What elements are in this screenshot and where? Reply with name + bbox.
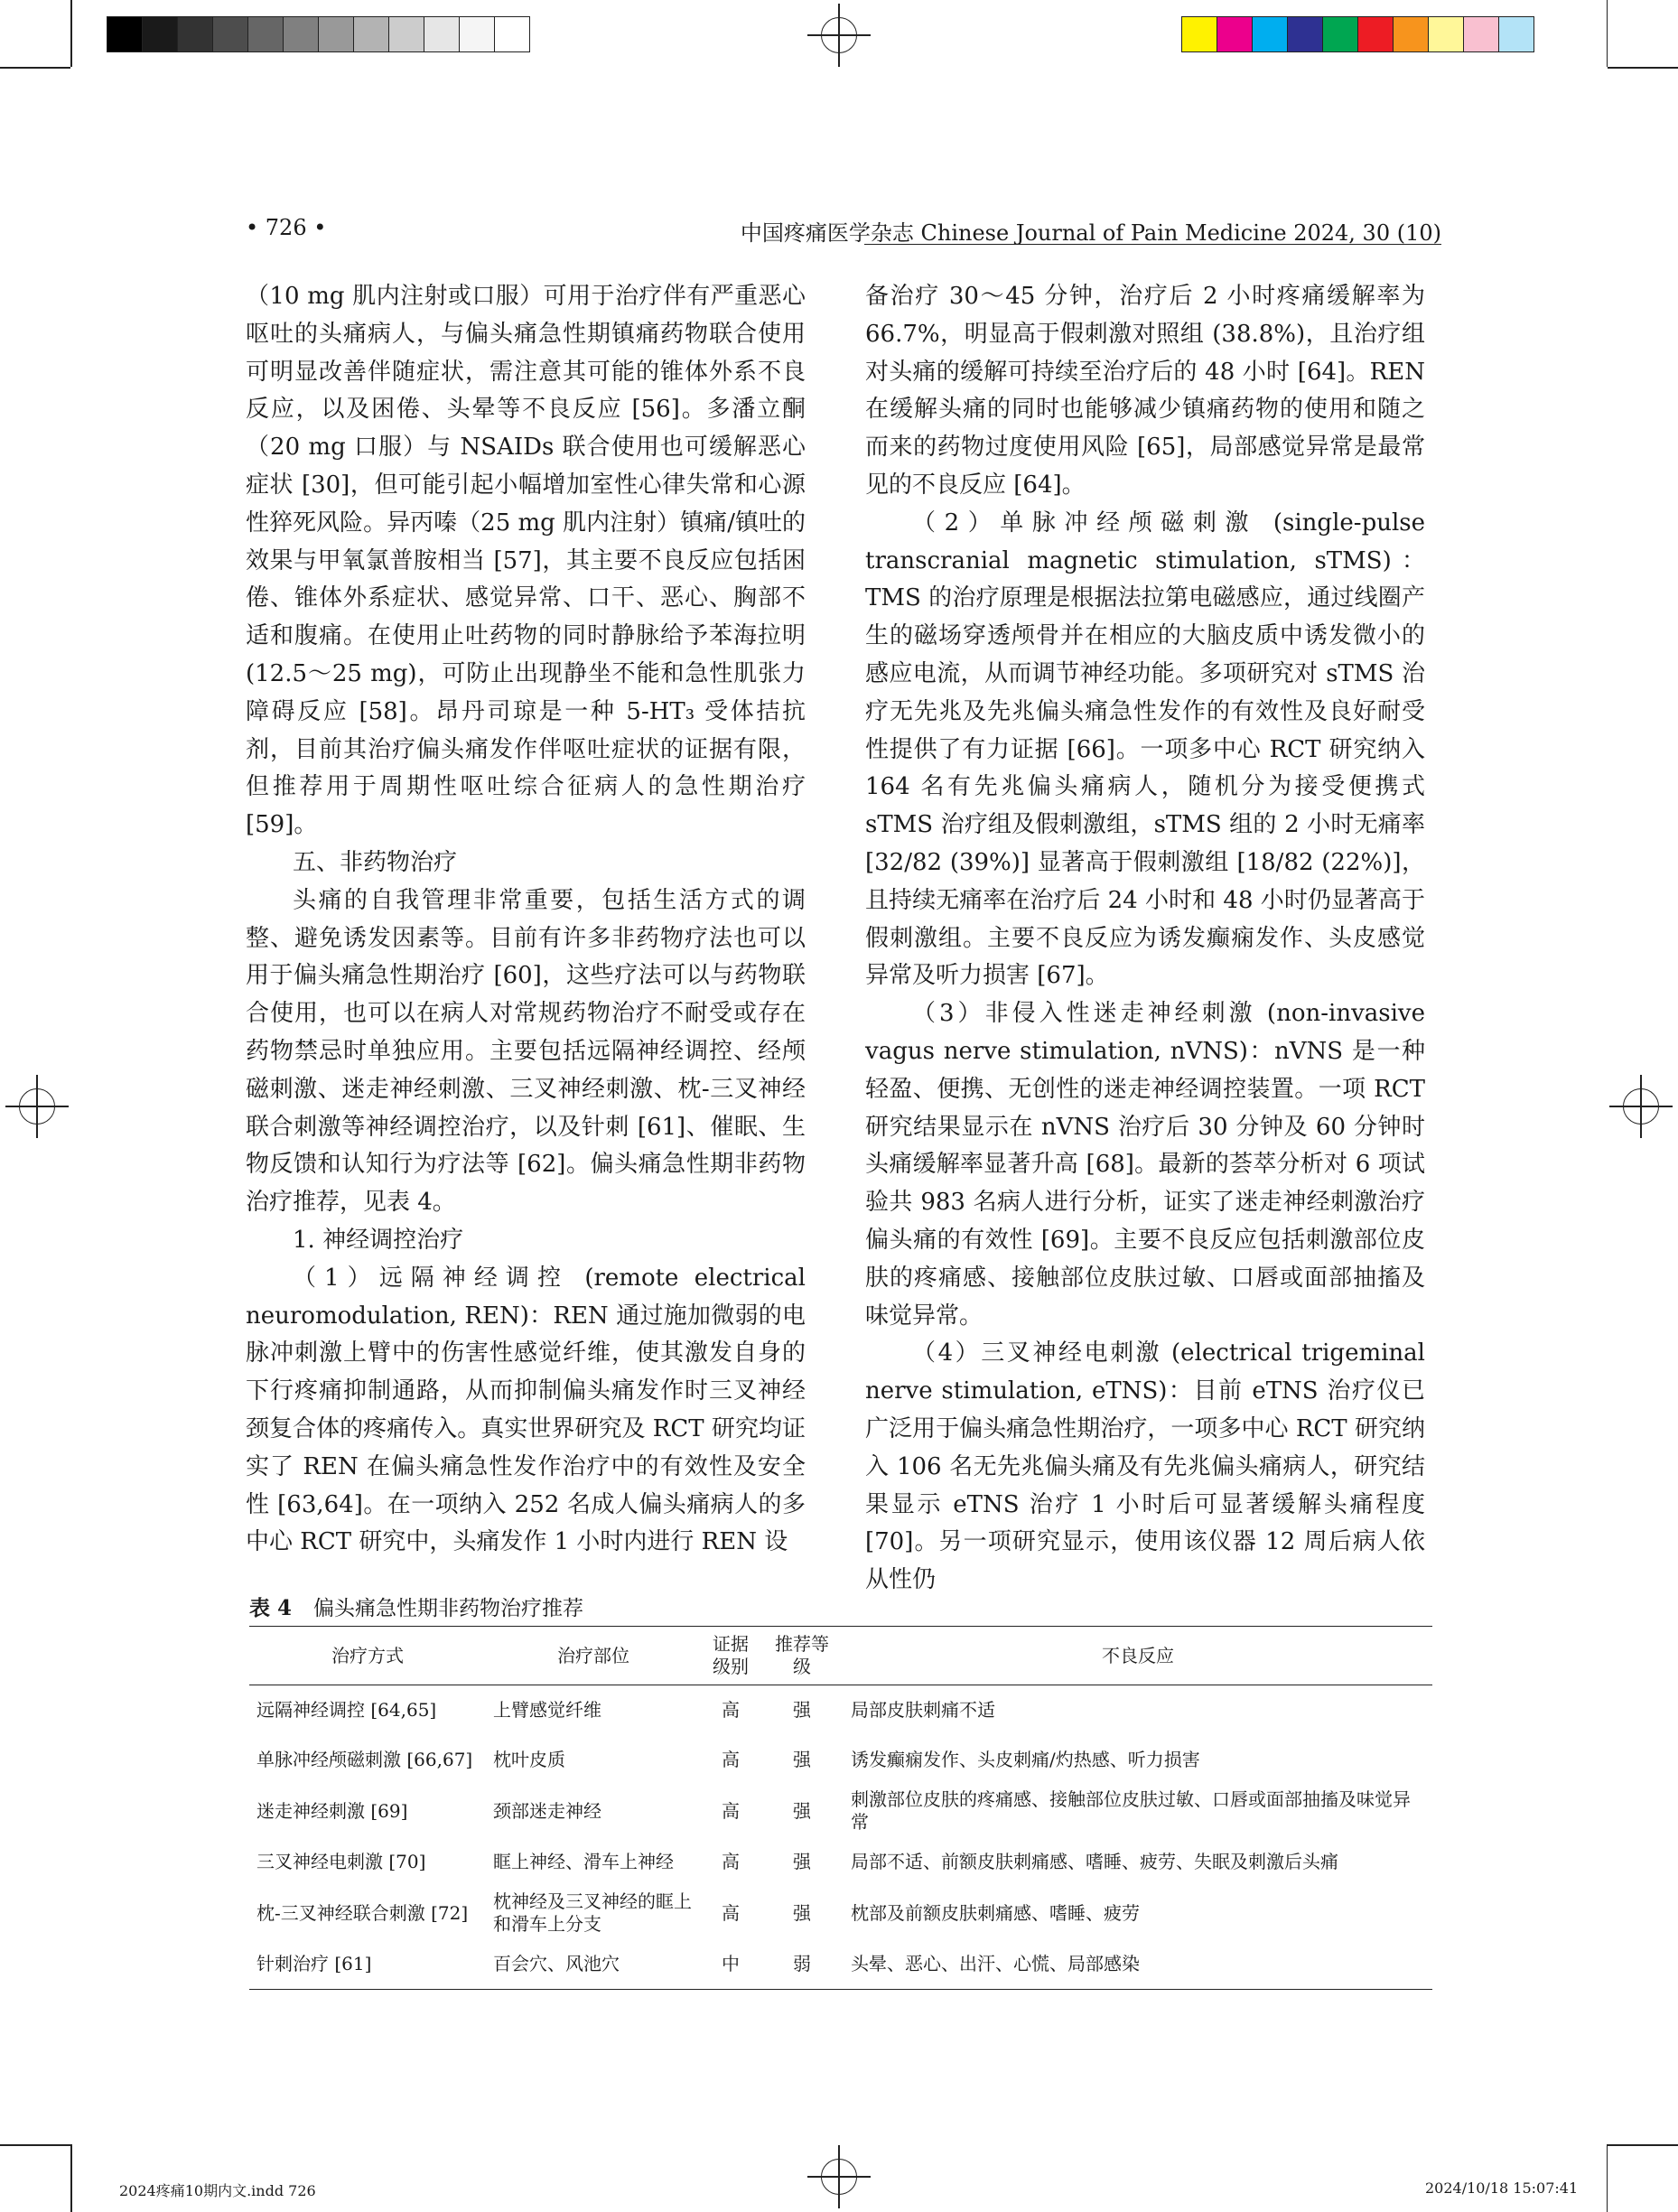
color-swatch — [424, 16, 460, 52]
print-timestamp: 2024/10/18 15:07:41 — [1425, 2179, 1579, 2197]
color-swatch — [494, 16, 530, 52]
table-cell: 上臂感觉纤维 — [493, 1699, 601, 1721]
color-swatch — [1463, 16, 1499, 52]
color-swatch — [1357, 16, 1394, 52]
crop-mark — [1608, 67, 1678, 69]
color-swatch — [1287, 16, 1323, 52]
table-cell: 枕叶皮质 — [493, 1749, 565, 1770]
table-cell: 高 — [722, 1749, 740, 1770]
table-cell: 强 — [793, 1799, 811, 1822]
color-swatch — [212, 16, 248, 52]
crop-mark — [1607, 2144, 1608, 2212]
table-row — [249, 1837, 1432, 1887]
crop-mark — [1607, 0, 1608, 67]
table-cell: 中 — [701, 1939, 760, 1990]
paragraph: 头痛的自我管理非常重要，包括生活方式的调整、避免诱发因素等。目前有许多非药物疗法也可以用于偏头痛急性期治疗 [60]，这些疗法可以与药物联合使用，也可以在病人对常规药物治疗不耐受或存在药物禁忌时单独应用。主要包括远隔神经调控、经颅磁刺激、迷走神经刺激、三叉神经刺激、枕-三叉神经联合刺激等神经调控治疗，以及针刺 [61]、催眠、生物反馈和认知行为疗法等 [62]。偏头痛急性期非药物治疗推荐，见表 4。 — [246, 886, 806, 1217]
grayscale-color-bar — [107, 16, 529, 52]
right-column — [865, 278, 1425, 1600]
table-row — [249, 1735, 1432, 1785]
table-cell: 三叉神经电刺激 [70] — [256, 1851, 426, 1872]
color-swatch — [388, 16, 424, 52]
table-cell: 高 — [722, 1799, 740, 1822]
column-header: 证据级别 — [701, 1627, 760, 1685]
table-cell: 远隔神经调控 [64,65] — [256, 1699, 437, 1721]
paragraph: （4）三叉神经电刺激 (electrical trigeminal nerve stimulation, eTNS)：目前 eTNS 治疗仪已广泛用于偏头痛急性期治疗，一项多中心 RCT 研究纳入 106 名无先兆偏头痛及有先兆偏头痛病人，研究结果显示 eTNS 治疗 1 小时后可显著缓解头痛程度 [70]。另一项研究显示，使用该仪器 12 周后病人依从性仍 — [865, 1339, 1425, 1594]
color-swatch — [318, 16, 354, 52]
crop-mark — [70, 0, 72, 67]
registration-mark — [807, 2145, 871, 2208]
table-header-row — [249, 1627, 1432, 1685]
subsection-heading: 1. 神经调控治疗 — [293, 1226, 464, 1254]
table-cell: 局部皮肤刺痛不适 — [851, 1699, 995, 1721]
column-header: 不良反应 — [844, 1627, 1432, 1685]
crop-mark — [70, 2144, 72, 2212]
color-swatch — [1322, 16, 1358, 52]
column-header: 推荐等级 — [760, 1627, 844, 1685]
table-cell: 高 — [722, 1901, 740, 1924]
table-caption — [249, 1591, 583, 1621]
table-cell: 高 — [722, 1699, 740, 1721]
registration-mark — [1609, 1075, 1673, 1138]
color-swatch — [107, 16, 143, 52]
color-swatch — [1252, 16, 1288, 52]
table-cell: 枕-三叉神经联合刺激 [72] — [256, 1901, 469, 1924]
table-title: 偏头痛急性期非药物治疗推荐 — [313, 1597, 584, 1620]
table-cell: 弱 — [760, 1939, 844, 1990]
process-color-bar — [1181, 16, 1534, 52]
table-cell: 局部不适、前额皮肤刺痛感、嗜睡、疲劳、失眠及刺激后头痛 — [851, 1851, 1338, 1872]
recommendation-table — [249, 1626, 1432, 1990]
color-swatch — [1217, 16, 1253, 52]
table-cell: 单脉冲经颅磁刺激 [66,67] — [256, 1749, 473, 1770]
color-swatch — [459, 16, 495, 52]
crop-mark — [0, 67, 70, 69]
table-cell: 迷走神经刺激 [69] — [256, 1799, 408, 1822]
table-cell: 百会穴、风池穴 — [486, 1939, 701, 1990]
registration-mark — [807, 4, 871, 67]
table-label: 表 4 — [249, 1596, 293, 1620]
table-cell: 头晕、恶心、出汗、心慌、局部感染 — [844, 1939, 1432, 1990]
crop-mark — [1608, 2144, 1678, 2146]
header-rule — [864, 244, 1441, 245]
paragraph: （2）单脉冲经颅磁刺激 (single-pulse transcranial magnetic stimulation, sTMS)：TMS 的治疗原理是根据法拉第电磁感应，通过线圈产生的磁场穿透颅骨并在相应的大脑皮质中诱发微小的感应电流，从而调节神经功能。多项研究对 sTMS 治疗无先兆及先兆偏头痛急性发作的有效性及良好耐受性提供了有力证据 [66]。一项多中心 RCT 研究纳入 164 名有先兆偏头痛病人，随机分为接受便携式 sTMS 治疗组及假刺激组，sTMS 组的 2 小时无痛率 [32/82 (39%)] 显著高于假刺激组 [18/82 (22%)]，且持续无痛率在治疗后 24 小时和 48 小时仍显著高于假刺激组。主要不良反应为诱发癫痫发作、头皮感觉异常及听力损害 [67]。 — [865, 509, 1425, 990]
table-cell: 枕部及前额皮肤刺痛感、嗜睡、疲劳 — [851, 1901, 1140, 1924]
table-cell: 颈部迷走神经 — [493, 1799, 601, 1822]
table-cell: 针刺治疗 [61] — [249, 1939, 486, 1990]
table-row — [249, 1939, 1432, 1990]
color-swatch — [142, 16, 178, 52]
table-cell: 诱发癫痫发作、头皮刺痛/灼热感、听力损害 — [851, 1749, 1200, 1770]
table-row — [249, 1887, 1432, 1939]
color-swatch — [353, 16, 389, 52]
table-cell: 强 — [793, 1699, 811, 1721]
color-swatch — [283, 16, 319, 52]
color-swatch — [1393, 16, 1429, 52]
color-swatch — [1498, 16, 1534, 52]
column-header: 治疗方式 — [249, 1627, 486, 1685]
left-column — [246, 278, 806, 1562]
table-row — [249, 1785, 1432, 1837]
paragraph: （1）远隔神经调控 (remote electrical neuromodulation, REN)：REN 通过施加微弱的电脉冲刺激上臂中的伤害性感觉纤维，使其激发自身的下行疼痛抑制通路，从而抑制偏头痛发作时三叉神经颈复合体的疼痛传入。真实世界研究及 RCT 研究均证实了 REN 在偏头痛急性发作治疗中的有效性及安全性 [63,64]。在一项纳入 252 名成人偏头痛病人的多中心 RCT 研究中，头痛发作 1 小时内进行 REN 设 — [246, 1264, 806, 1556]
color-swatch — [177, 16, 213, 52]
section-heading: 五、非药物治疗 — [293, 848, 458, 876]
registration-mark — [5, 1075, 69, 1138]
paragraph: 备治疗 30～45 分钟，治疗后 2 小时疼痛缓解率为 66.7%，明显高于假刺激对照组 (38.8%)，且治疗组对头痛的缓解可持续至治疗后的 48 小时 [64]。REN 在缓解头痛的同时也能够减少镇痛药物的使用和随之而来的药物过度使用风险 [65]，局部感觉异常是最常见的不良反应 [64]。 — [865, 283, 1425, 499]
table-cell: 强 — [793, 1901, 811, 1924]
crop-mark — [0, 2144, 70, 2146]
file-slug: 2024疼痛10期内文.indd 726 — [119, 2182, 316, 2199]
color-swatch — [1181, 16, 1217, 52]
running-header — [246, 215, 1441, 244]
table-cell: 眶上神经、滑车上神经 — [493, 1851, 674, 1872]
paragraph: （3）非侵入性迷走神经刺激 (non-invasive vagus nerve stimulation, nVNS)：nVNS 是一种轻盈、便携、无创性的迷走神经调控装置。一项 RCT 研究结果显示在 nVNS 治疗后 30 分钟及 60 分钟时头痛缓解率显著升高 [68]。最新的荟萃分析对 6 项试验共 983 名病人进行分析，证实了迷走神经刺激治疗偏头痛的有效性 [69]。主要不良反应包括刺激部位皮肤的疼痛感、接触部位皮肤过敏、口唇或面部抽搐及味觉异常。 — [865, 1000, 1425, 1330]
table-cell: 枕神经及三叉神经的眶上和滑车上分支 — [493, 1890, 692, 1935]
table-cell: 强 — [793, 1851, 811, 1872]
journal-title: 中国疼痛医学杂志 Chinese Journal of Pain Medicine 2024, 30 (10) — [740, 220, 1441, 246]
paragraph: （10 mg 肌内注射或口服）可用于治疗伴有严重恶心呕吐的头痛病人，与偏头痛急性期镇痛药物联合使用可明显改善伴随症状，需注意其可能的锥体外系不良反应，以及困倦、头晕等不良反应 [56]。多潘立酮（20 mg 口服）与 NSAIDs 联合使用也可缓解恶心症状 [30]，但可能引起小幅增加室性心律失常和心源性猝死风险。异丙嗪（25 mg 肌内注射）镇痛/镇吐的效果与甲氧氯普胺相当 [57]，其主要不良反应包括困倦、锥体外系症状、感觉异常、口干、恶心、胸部不适和腹痛。在使用止吐药物的同时静脉给予苯海拉明 (12.5～25 mg)，可防止出现静坐不能和急性肌张力障碍反应 [58]。昂丹司琼是一种 5-HT₃ 受体拮抗剂，目前其治疗偏头痛发作伴呕吐症状的证据有限，但推荐用于周期性呕吐综合征病人的急性期治疗 [59]。 — [246, 283, 806, 839]
page-number: • 726 • — [246, 215, 327, 240]
table-cell: 高 — [722, 1851, 740, 1872]
table-cell: 强 — [793, 1749, 811, 1770]
table-cell: 刺激部位皮肤的疼痛感、接触部位皮肤过敏、口唇或面部抽搐及味觉异常 — [851, 1788, 1411, 1833]
column-header: 治疗部位 — [486, 1627, 701, 1685]
table-row — [249, 1685, 1432, 1736]
color-swatch — [1428, 16, 1464, 52]
color-swatch — [247, 16, 284, 52]
